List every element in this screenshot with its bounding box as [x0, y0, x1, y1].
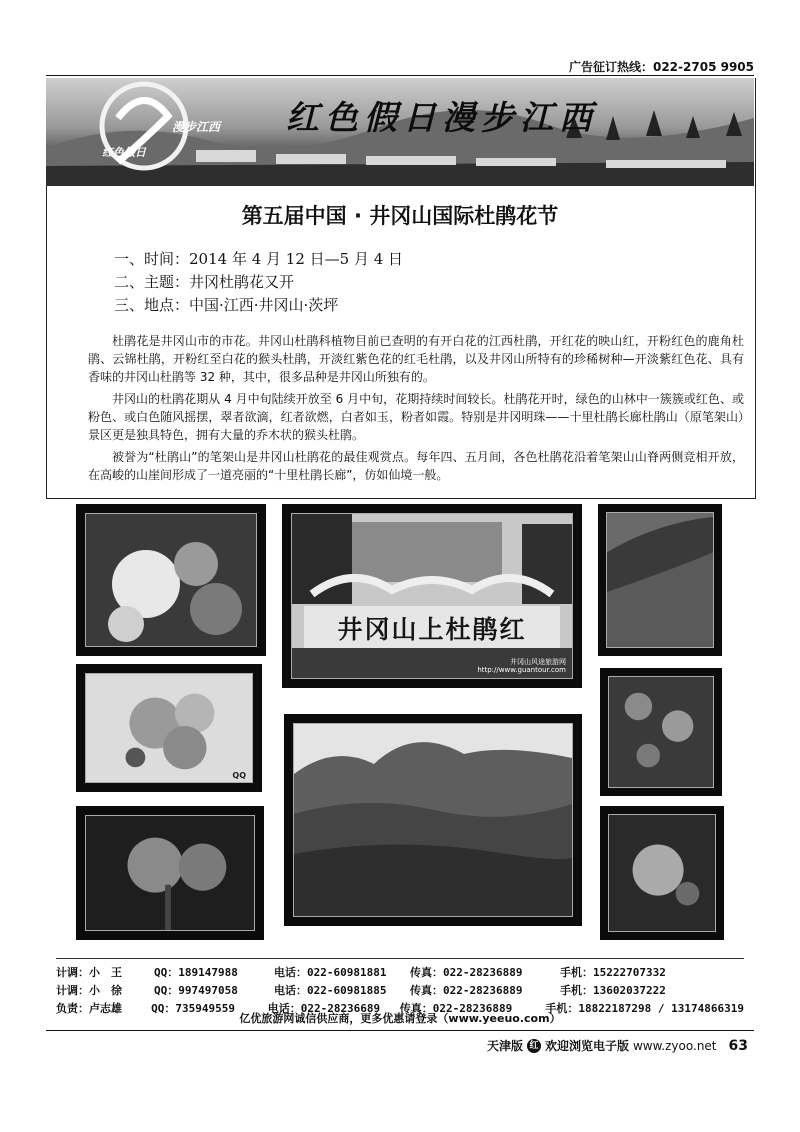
sign-text: 井冈山上杜鹃红 [337, 615, 527, 644]
contact-row [56, 981, 744, 999]
photo-red-azalea [76, 806, 264, 940]
logo-tag: 红色假日 [102, 146, 146, 159]
page-number: 63 [728, 1037, 748, 1054]
welcome-text: 欢迎浏览电子版 [544, 1039, 629, 1053]
site-link[interactable]: www.zyoo.net [632, 1038, 717, 1053]
flower-watermark: QQ [232, 771, 246, 780]
contact-tel: 电话：022-60981885 [274, 984, 387, 997]
contact-mobile: 手机：13602037222 [560, 984, 666, 997]
contact-role: 计调：小 王 [56, 966, 122, 979]
edition-label: 天津版 [486, 1039, 523, 1053]
footer-rule [46, 1030, 754, 1031]
contact-mobile: 手机：18822187298 / 13174866319 [545, 1002, 744, 1015]
photo-single-azalea [600, 806, 724, 940]
supplier-note[interactable]: 亿优旅游网诚信供应商，更多优惠请登录（www.yeeuo.com） [239, 1012, 561, 1025]
contact-qq: QQ：997497058 [154, 984, 238, 997]
photo-white-azalea [76, 504, 266, 656]
logo-text: 漫步江西 [172, 120, 221, 134]
contact-fax: 传真：022-28236889 [410, 984, 523, 997]
photo-mountain-landscape [284, 714, 582, 926]
contact-qq: QQ：189147988 [154, 966, 238, 979]
contact-fax: 传真：022-28236889 [399, 1002, 513, 1015]
contact-role: 计调：小 徐 [56, 984, 122, 997]
page-title: 第五届中国 · 井冈山国际杜鹃花节 [241, 204, 559, 228]
contact-fax: 传真：022-28236889 [410, 966, 523, 979]
contact-table [56, 958, 744, 1017]
photo-jinggangshan-sign [282, 504, 582, 688]
info-location: 三、地点：中国·江西·井冈山·茨坪 [114, 296, 339, 314]
info-time: 一、时间：2014 年 4 月 12 日—5 月 4 日 [114, 250, 404, 268]
info-theme: 二、主题：井冈杜鹃花又开 [114, 273, 295, 291]
page-footer [487, 1037, 748, 1054]
banner [46, 78, 754, 186]
photo-azalea-tree [600, 668, 722, 796]
contact-role: 负责：卢志雄 [56, 1002, 122, 1015]
red-badge-icon: 红 [527, 1039, 541, 1053]
paragraph-2: 井冈山的杜鹃花期从 4 月中旬陆续开放至 6 月中旬，花期持续时间较长。杜鹃花开时，绿色的山林中一簇簇或红色、或粉色、或白色随风摇摆，翠者欲滴，红者欲燃，白者如玉，粉者如霞。特别是井冈明珠——十里杜鹃长廊杜鹃山（原笔架山）景区更是独具特色，拥有大量的乔木状的猴头杜鹃。 [88, 392, 744, 442]
paragraph-1: 杜鹃花是井冈山市的市花。井冈山杜鹃科植物目前已查明的有开白花的江西杜鹃，开红花的映山红，开粉红色的鹿角杜鹃、云锦杜鹃，开粉红至白花的猴头杜鹃，开淡红紫色花的红毛杜鹃，以及井冈山所特有的珍稀树种—开淡紫红色花、具有香味的井冈山杜鹃等 32 种，其中，很多品种是井冈山所独有的。 [88, 334, 744, 384]
contact-row [56, 963, 744, 981]
paragraph-3: 被誉为“杜鹃山”的笔架山是井冈山杜鹃花的最佳观赏点。每年四、五月间，各色杜鹃花沿着笔架山山脊两侧竞相开放，在高峻的山崖间形成了一道亮丽的“十里杜鹃长廊”，仿如仙境一般。 [88, 450, 744, 482]
contact-tel: 电话：022-28236689 [267, 1002, 381, 1015]
contact-mobile: 手机：15222707332 [560, 966, 666, 979]
contact-tel: 电话：022-60981881 [274, 966, 387, 979]
ad-hotline: 广告征订热线：022-2705 9905 [568, 60, 754, 74]
sign-watermark: 井冈山风途旅游网 http://www.guantour.com [477, 658, 566, 674]
photo-hillside-crowd [598, 504, 722, 656]
photo-pink-azalea [76, 664, 262, 792]
header-rule [46, 75, 754, 76]
contact-qq: QQ：735949559 [151, 1002, 236, 1015]
banner-title: 红色假日漫步江西 [286, 98, 598, 137]
